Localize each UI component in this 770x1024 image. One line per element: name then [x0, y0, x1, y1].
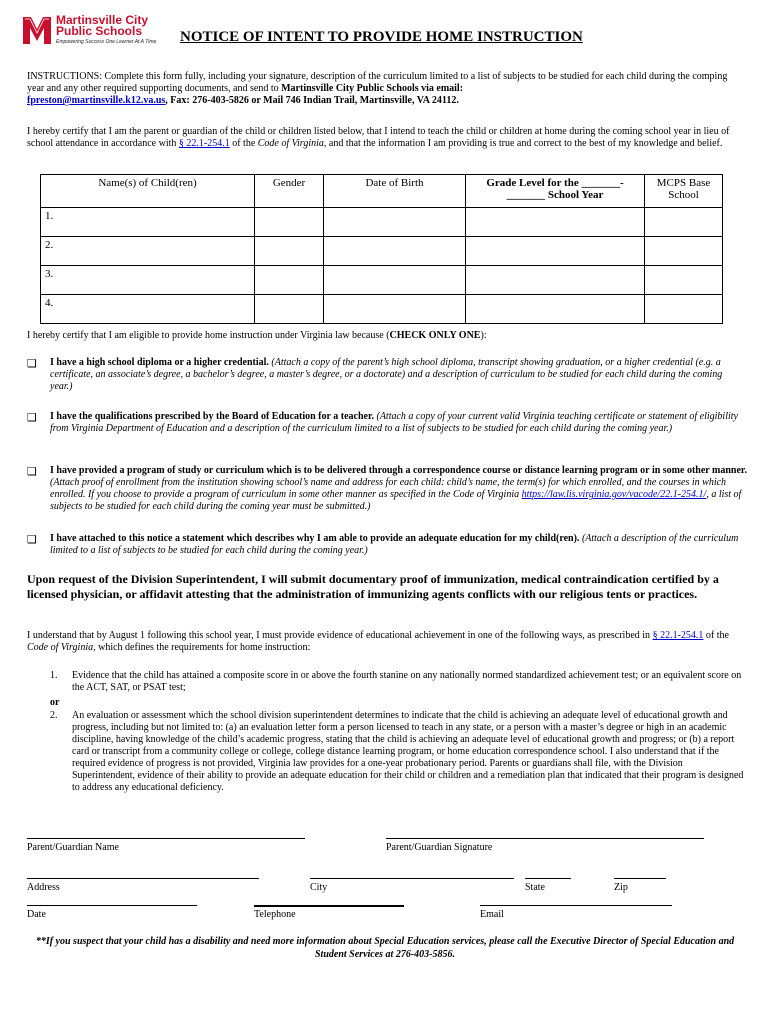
understand-text-3: , which defines the requirements for home instruction: [93, 642, 311, 653]
guardian-signature-line[interactable] [386, 838, 704, 839]
option-3-title: I have provided a program of study or curriculum which is to be delivered through a correspondence course or distance learning program or in some other manner. [50, 465, 747, 476]
guardian-signature-label: Parent/Guardian Signature [386, 842, 493, 853]
table-header-row [41, 175, 723, 208]
checkbox-icon[interactable]: ❑ [27, 533, 37, 546]
address-label: Address [27, 882, 60, 893]
understand-paragraph [27, 630, 747, 654]
table-row [41, 208, 723, 237]
option-4 [27, 533, 747, 557]
contact-email-link[interactable]: fpreston@martinsville.k12.va.us [27, 95, 166, 106]
eligibility-lead: I hereby certify that I am eligible to provide home instruction under Virginia law because ( [27, 330, 390, 341]
check-only-one: CHECK ONLY ONE [389, 330, 481, 341]
city-line[interactable] [310, 878, 514, 879]
guardian-name-label: Parent/Guardian Name [27, 842, 119, 853]
option-1-title: I have a high school diploma or a higher credential. [50, 357, 269, 368]
virginia-code-url-link[interactable]: https://law.lis.virginia.gov/vacode/22.1-254.1/ [521, 489, 707, 500]
code-of-virginia-text: Code of Virginia [257, 138, 324, 149]
special-education-note: **If you suspect that your child has a disability and need more information about Special Education services, please call the Executive Director of Special Education and Student Services at 276-403-5856. [35, 936, 735, 960]
checkbox-icon[interactable]: ❑ [27, 357, 37, 370]
option-1 [27, 357, 747, 393]
school-cell-1[interactable] [645, 208, 723, 237]
logo-text-line2: Public Schools [56, 24, 143, 38]
header-grade-level: Grade Level for the _______-_______ School Year [466, 175, 645, 208]
option-3-detail-2: , a list of subjects to be studied for each child during the coming year must be submitted.) [50, 489, 742, 512]
certify-text-1: I hereby certify that I am the parent or guardian of the child or children listed below, that I intend to teach the child or children at home during the coming school year in lieu of school attendance in accordance with [27, 126, 730, 149]
date-label: Date [27, 909, 46, 920]
eligibility-statement [27, 330, 747, 342]
option-4-detail: (Attach a description of the curriculum limited to a list of subjects to be studied for each child during the coming year.) [50, 533, 739, 556]
understand-text-1: I understand that by August 1 following this school year, I must provide evidence of educational achievement in one of the following ways, as prescribed in [27, 630, 653, 641]
evidence-or: or [50, 697, 60, 708]
evidence-item-1: Evidence that the child has attained a composite score in or above the fourth stanine on any nationally normed standardized achievement test; or an equivalent score on the ACT, SAT, or PSAT test; [72, 670, 742, 693]
address-line[interactable] [27, 878, 259, 879]
grade-cell-3[interactable] [466, 266, 645, 295]
dob-cell-1[interactable] [324, 208, 466, 237]
state-line[interactable] [525, 878, 571, 879]
child-name-cell-4[interactable]: 4. [41, 295, 255, 324]
guardian-name-line[interactable] [27, 838, 305, 839]
checkbox-icon[interactable]: ❑ [27, 465, 37, 478]
gender-cell-3[interactable] [255, 266, 324, 295]
instructions-lead: INSTRUCTIONS: Complete this form fully, including your signature, description of the curriculum limited to a list of subjects to be studied for each child during the comping year and any other required supporting documents, and send to [27, 71, 728, 94]
email-label: Email [480, 909, 504, 920]
code-link-22-1-254-1-b[interactable]: § 22.1-254.1 [652, 630, 704, 641]
table-row [41, 266, 723, 295]
school-cell-2[interactable] [645, 237, 723, 266]
city-label: City [310, 882, 328, 893]
header-child-name: Name(s) of Child(ren) [41, 175, 255, 208]
instructions-paragraph [27, 71, 747, 107]
dob-cell-3[interactable] [324, 266, 466, 295]
dob-cell-2[interactable] [324, 237, 466, 266]
grade-cell-4[interactable] [466, 295, 645, 324]
header-gender: Gender [255, 175, 324, 208]
instructions-send-to: Martinsville City Public Schools via email: [281, 83, 464, 94]
code-of-virginia-text-b: Code of Virginia [27, 642, 94, 653]
dob-cell-4[interactable] [324, 295, 466, 324]
option-3-detail: (Attach proof of enrollment from the institution showing school’s name and address for each child: child’s name, the term(s) for which enrolled, and the courses in which enrolled. If you choose to provide a program of curriculum in some other manner as specified in the Code of Virginia [50, 477, 727, 500]
gender-cell-1[interactable] [255, 208, 324, 237]
state-label: State [525, 882, 545, 893]
gender-cell-4[interactable] [255, 295, 324, 324]
child-name-cell-2[interactable]: 2. [41, 237, 255, 266]
telephone-label: Telephone [254, 909, 296, 920]
evidence-number-2: 2. [50, 710, 58, 721]
school-cell-3[interactable] [645, 266, 723, 295]
zip-label: Zip [614, 882, 628, 893]
understand-text-2: of the [703, 630, 729, 641]
option-2 [27, 411, 747, 435]
eligibility-tail: ): [480, 330, 487, 341]
evidence-number-1: 1. [50, 670, 58, 681]
certify-paragraph [27, 126, 747, 150]
table-row [41, 295, 723, 324]
instructions-fax-mail: , Fax: 276-403-5826 or Mail 746 Indian Trail, Martinsville, VA 24112. [165, 95, 459, 106]
option-1-detail: (Attach a copy of the parent’s high school diploma, transcript showing graduation, or a higher credential (e.g. a certificate, an associate’s degree, a bachelor’s degree, a master’s degree, or a doctorate) and a description of curriculum to be studied for each child during the coming year.) [50, 357, 723, 392]
telephone-line[interactable] [254, 905, 404, 907]
header-dob: Date of Birth [324, 175, 466, 208]
martinsville-m-logo-icon [22, 14, 52, 46]
school-cell-4[interactable] [645, 295, 723, 324]
grade-cell-1[interactable] [466, 208, 645, 237]
certify-text-3: , and that the information I am providing is true and correct to the best of my knowledge and belief. [323, 138, 723, 149]
grade-cell-2[interactable] [466, 237, 645, 266]
option-2-detail: (Attach a copy of your current valid Virginia teaching certificate or statement of eligibility from Virginia Department of Education and a description of the curriculum limited to a list of subjects to be studied for each child during the coming year.) [50, 411, 738, 434]
certify-text-2: of the [229, 138, 258, 149]
option-2-title: I have the qualifications prescribed by the Board of Education for a teacher. [50, 411, 374, 422]
child-name-cell-3[interactable]: 3. [41, 266, 255, 295]
header-base-school: MCPS Base School [645, 175, 723, 208]
form-title: NOTICE OF INTENT TO PROVIDE HOME INSTRUCTION [180, 29, 583, 45]
children-table [40, 174, 723, 324]
child-name-cell-1[interactable]: 1. [41, 208, 255, 237]
gender-cell-2[interactable] [255, 237, 324, 266]
date-line[interactable] [27, 905, 197, 906]
code-link-22-1-254-1[interactable]: § 22.1-254.1 [178, 138, 230, 149]
immunization-statement: Upon request of the Division Superintendent, I will submit documentary proof of immunization, medical contraindication certified by a licensed physician, or affidavit attesting that the administration of immunizing agents conflicts with our religious tents or practices. [27, 572, 719, 601]
table-row [41, 237, 723, 266]
school-logo [22, 14, 172, 48]
checkbox-icon[interactable]: ❑ [27, 411, 37, 424]
zip-line[interactable] [614, 878, 666, 879]
logo-text-line1: Martinsville City [56, 13, 149, 27]
email-line[interactable] [480, 905, 672, 906]
logo-tagline: Empowering Success One Learner At A Time [56, 39, 157, 45]
option-3 [27, 465, 747, 513]
option-4-title: I have attached to this notice a statement which describes why I am able to provide an adequate education for my child(ren). [50, 533, 580, 544]
evidence-item-2: An evaluation or assessment which the school division superintendent determines to indicate that the child is achieving an adequate level of educational growth and progress, including but not limited to: (a) an evaluation letter form a person licensed to teach in any state, or a person with a master’s degree or high in an academic discipline, having knowledge of the child’s academic progress, stating that the child is achieving an adequate level of educational growth and progress; or (b) a report card or transcript from a community college or college, college distance learning program, or home education correspondence school. I also understand that if the required evidence of progress is not provided, Virginia law provides for a one-year probationary period. Parents or guardians shall file, with the Division Superintendent, evidence of their ability to provide an adequate education for their child or children and a remediation plan that indicated that their program is designed to address any educational deficiency. [72, 710, 744, 793]
